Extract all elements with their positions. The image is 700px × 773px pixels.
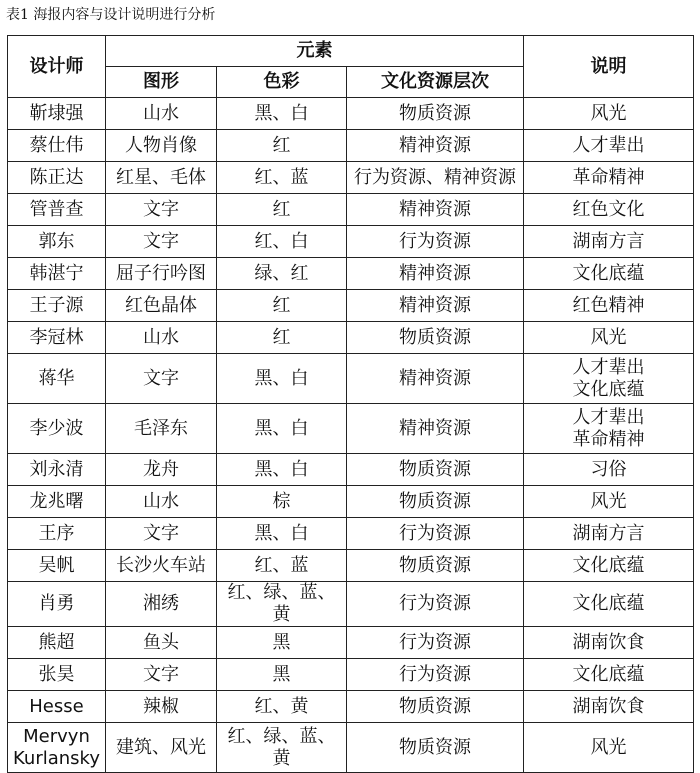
cell-designer: 韩湛宁 (8, 258, 106, 290)
cell-designer: 陈正达 (8, 162, 106, 194)
cell-designer: 龙兆曙 (8, 486, 106, 518)
cell-color: 红、绿、蓝、黄 (217, 723, 347, 773)
cell-graphic: 建筑、风光 (106, 723, 217, 773)
cell-culture: 行为资源、精神资源 (347, 162, 524, 194)
table-row (8, 130, 694, 162)
cell-graphic: 山水 (106, 322, 217, 354)
cell-note: 风光 (524, 486, 694, 518)
cell-note: 风光 (524, 723, 694, 773)
header-color: 色彩 (217, 67, 347, 98)
cell-culture: 行为资源 (347, 582, 524, 627)
table-row (8, 162, 694, 194)
cell-graphic: 龙舟 (106, 454, 217, 486)
cell-designer: 李冠林 (8, 322, 106, 354)
cell-culture: 物质资源 (347, 322, 524, 354)
cell-graphic: 文字 (106, 194, 217, 226)
cell-designer: 吴帆 (8, 550, 106, 582)
cell-designer (8, 723, 106, 773)
table-row (8, 258, 694, 290)
cell-color: 红、白 (217, 226, 347, 258)
table-row (8, 194, 694, 226)
table-row (8, 322, 694, 354)
cell-culture: 精神资源 (347, 404, 524, 454)
cell-line: Mervyn (23, 725, 90, 747)
cell-designer: 管普查 (8, 194, 106, 226)
cell-designer: 郭东 (8, 226, 106, 258)
cell-graphic: 文字 (106, 518, 217, 550)
cell-graphic: 湘绣 (106, 582, 217, 627)
cell-designer: 王序 (8, 518, 106, 550)
cell-designer: 熊超 (8, 627, 106, 659)
cell-graphic: 山水 (106, 98, 217, 130)
cell-note: 文化底蕴 (524, 659, 694, 691)
cell-color: 红、蓝 (217, 162, 347, 194)
cell-color: 红、蓝 (217, 550, 347, 582)
cell-culture: 精神资源 (347, 130, 524, 162)
cell-graphic: 红星、毛体 (106, 162, 217, 194)
cell-culture: 物质资源 (347, 550, 524, 582)
cell-culture: 物质资源 (347, 723, 524, 773)
cell-note: 文化底蕴 (524, 258, 694, 290)
cell-color: 绿、红 (217, 258, 347, 290)
cell-note: 湖南饮食 (524, 627, 694, 659)
cell-designer: 王子源 (8, 290, 106, 322)
cell-note: 文化底蕴 (524, 550, 694, 582)
cell-culture: 物质资源 (347, 691, 524, 723)
table-row (8, 627, 694, 659)
cell-culture: 行为资源 (347, 659, 524, 691)
table-row (8, 290, 694, 322)
cell-line: 文化底蕴 (572, 378, 645, 400)
cell-culture: 精神资源 (347, 290, 524, 322)
table-caption: 表1 海报内容与设计说明进行分析 (6, 7, 216, 23)
cell-graphic: 红色晶体 (106, 290, 217, 322)
table-row (8, 226, 694, 258)
table-row (8, 723, 694, 773)
cell-note (524, 354, 694, 404)
cell-line: Kurlansky (13, 747, 100, 769)
table-row (8, 659, 694, 691)
cell-designer: 靳埭强 (8, 98, 106, 130)
cell-note: 革命精神 (524, 162, 694, 194)
cell-designer: 刘永清 (8, 454, 106, 486)
cell-color: 黑、白 (217, 404, 347, 454)
cell-designer: 张昊 (8, 659, 106, 691)
header-designer: 设计师 (8, 36, 106, 98)
cell-line: 人才辈出 (572, 406, 645, 428)
table-row (8, 582, 694, 627)
cell-note: 文化底蕴 (524, 582, 694, 627)
cell-color: 黑 (217, 627, 347, 659)
cell-graphic: 人物肖像 (106, 130, 217, 162)
cell-graphic: 文字 (106, 226, 217, 258)
header-elements: 元素 (106, 36, 524, 67)
cell-culture: 行为资源 (347, 226, 524, 258)
cell-designer: 蔡仕伟 (8, 130, 106, 162)
table-body (8, 98, 694, 773)
cell-graphic: 毛泽东 (106, 404, 217, 454)
cell-note: 风光 (524, 322, 694, 354)
cell-line: 人才辈出 (572, 356, 645, 378)
cell-graphic: 屈子行吟图 (106, 258, 217, 290)
cell-note: 风光 (524, 98, 694, 130)
table-row (8, 354, 694, 404)
cell-note: 人才辈出 (524, 130, 694, 162)
cell-culture: 行为资源 (347, 627, 524, 659)
cell-color: 黑、白 (217, 454, 347, 486)
cell-culture: 精神资源 (347, 354, 524, 404)
cell-designer: Hesse (8, 691, 106, 723)
cell-color: 黑、白 (217, 518, 347, 550)
table-row (8, 454, 694, 486)
cell-color: 黑 (217, 659, 347, 691)
cell-note: 湖南方言 (524, 518, 694, 550)
table-row (8, 691, 694, 723)
poster-analysis-table (7, 35, 694, 773)
cell-culture: 行为资源 (347, 518, 524, 550)
cell-designer: 肖勇 (8, 582, 106, 627)
cell-color: 黑、白 (217, 98, 347, 130)
cell-graphic: 文字 (106, 659, 217, 691)
cell-color: 棕 (217, 486, 347, 518)
cell-culture: 物质资源 (347, 454, 524, 486)
cell-graphic: 山水 (106, 486, 217, 518)
cell-color: 红 (217, 290, 347, 322)
cell-color: 黑、白 (217, 354, 347, 404)
table-row (8, 518, 694, 550)
header-graphic: 图形 (106, 67, 217, 98)
cell-graphic: 鱼头 (106, 627, 217, 659)
cell-line: 革命精神 (572, 428, 645, 450)
table-row (8, 486, 694, 518)
header-note: 说明 (524, 36, 694, 98)
cell-note: 习俗 (524, 454, 694, 486)
cell-graphic: 辣椒 (106, 691, 217, 723)
cell-note: 湖南饮食 (524, 691, 694, 723)
cell-note: 红色文化 (524, 194, 694, 226)
cell-culture: 精神资源 (347, 258, 524, 290)
cell-culture: 物质资源 (347, 486, 524, 518)
cell-note: 红色精神 (524, 290, 694, 322)
cell-color: 红、绿、蓝、黄 (217, 582, 347, 627)
table-row (8, 98, 694, 130)
table-row (8, 404, 694, 454)
cell-color: 红 (217, 322, 347, 354)
cell-color: 红 (217, 194, 347, 226)
cell-culture: 精神资源 (347, 194, 524, 226)
cell-note (524, 404, 694, 454)
cell-color: 红、黄 (217, 691, 347, 723)
cell-note: 湖南方言 (524, 226, 694, 258)
table-row (8, 550, 694, 582)
cell-graphic: 长沙火车站 (106, 550, 217, 582)
cell-graphic: 文字 (106, 354, 217, 404)
cell-designer: 李少波 (8, 404, 106, 454)
cell-color: 红 (217, 130, 347, 162)
cell-culture: 物质资源 (347, 98, 524, 130)
header-culture: 文化资源层次 (347, 67, 524, 98)
cell-designer: 蒋华 (8, 354, 106, 404)
